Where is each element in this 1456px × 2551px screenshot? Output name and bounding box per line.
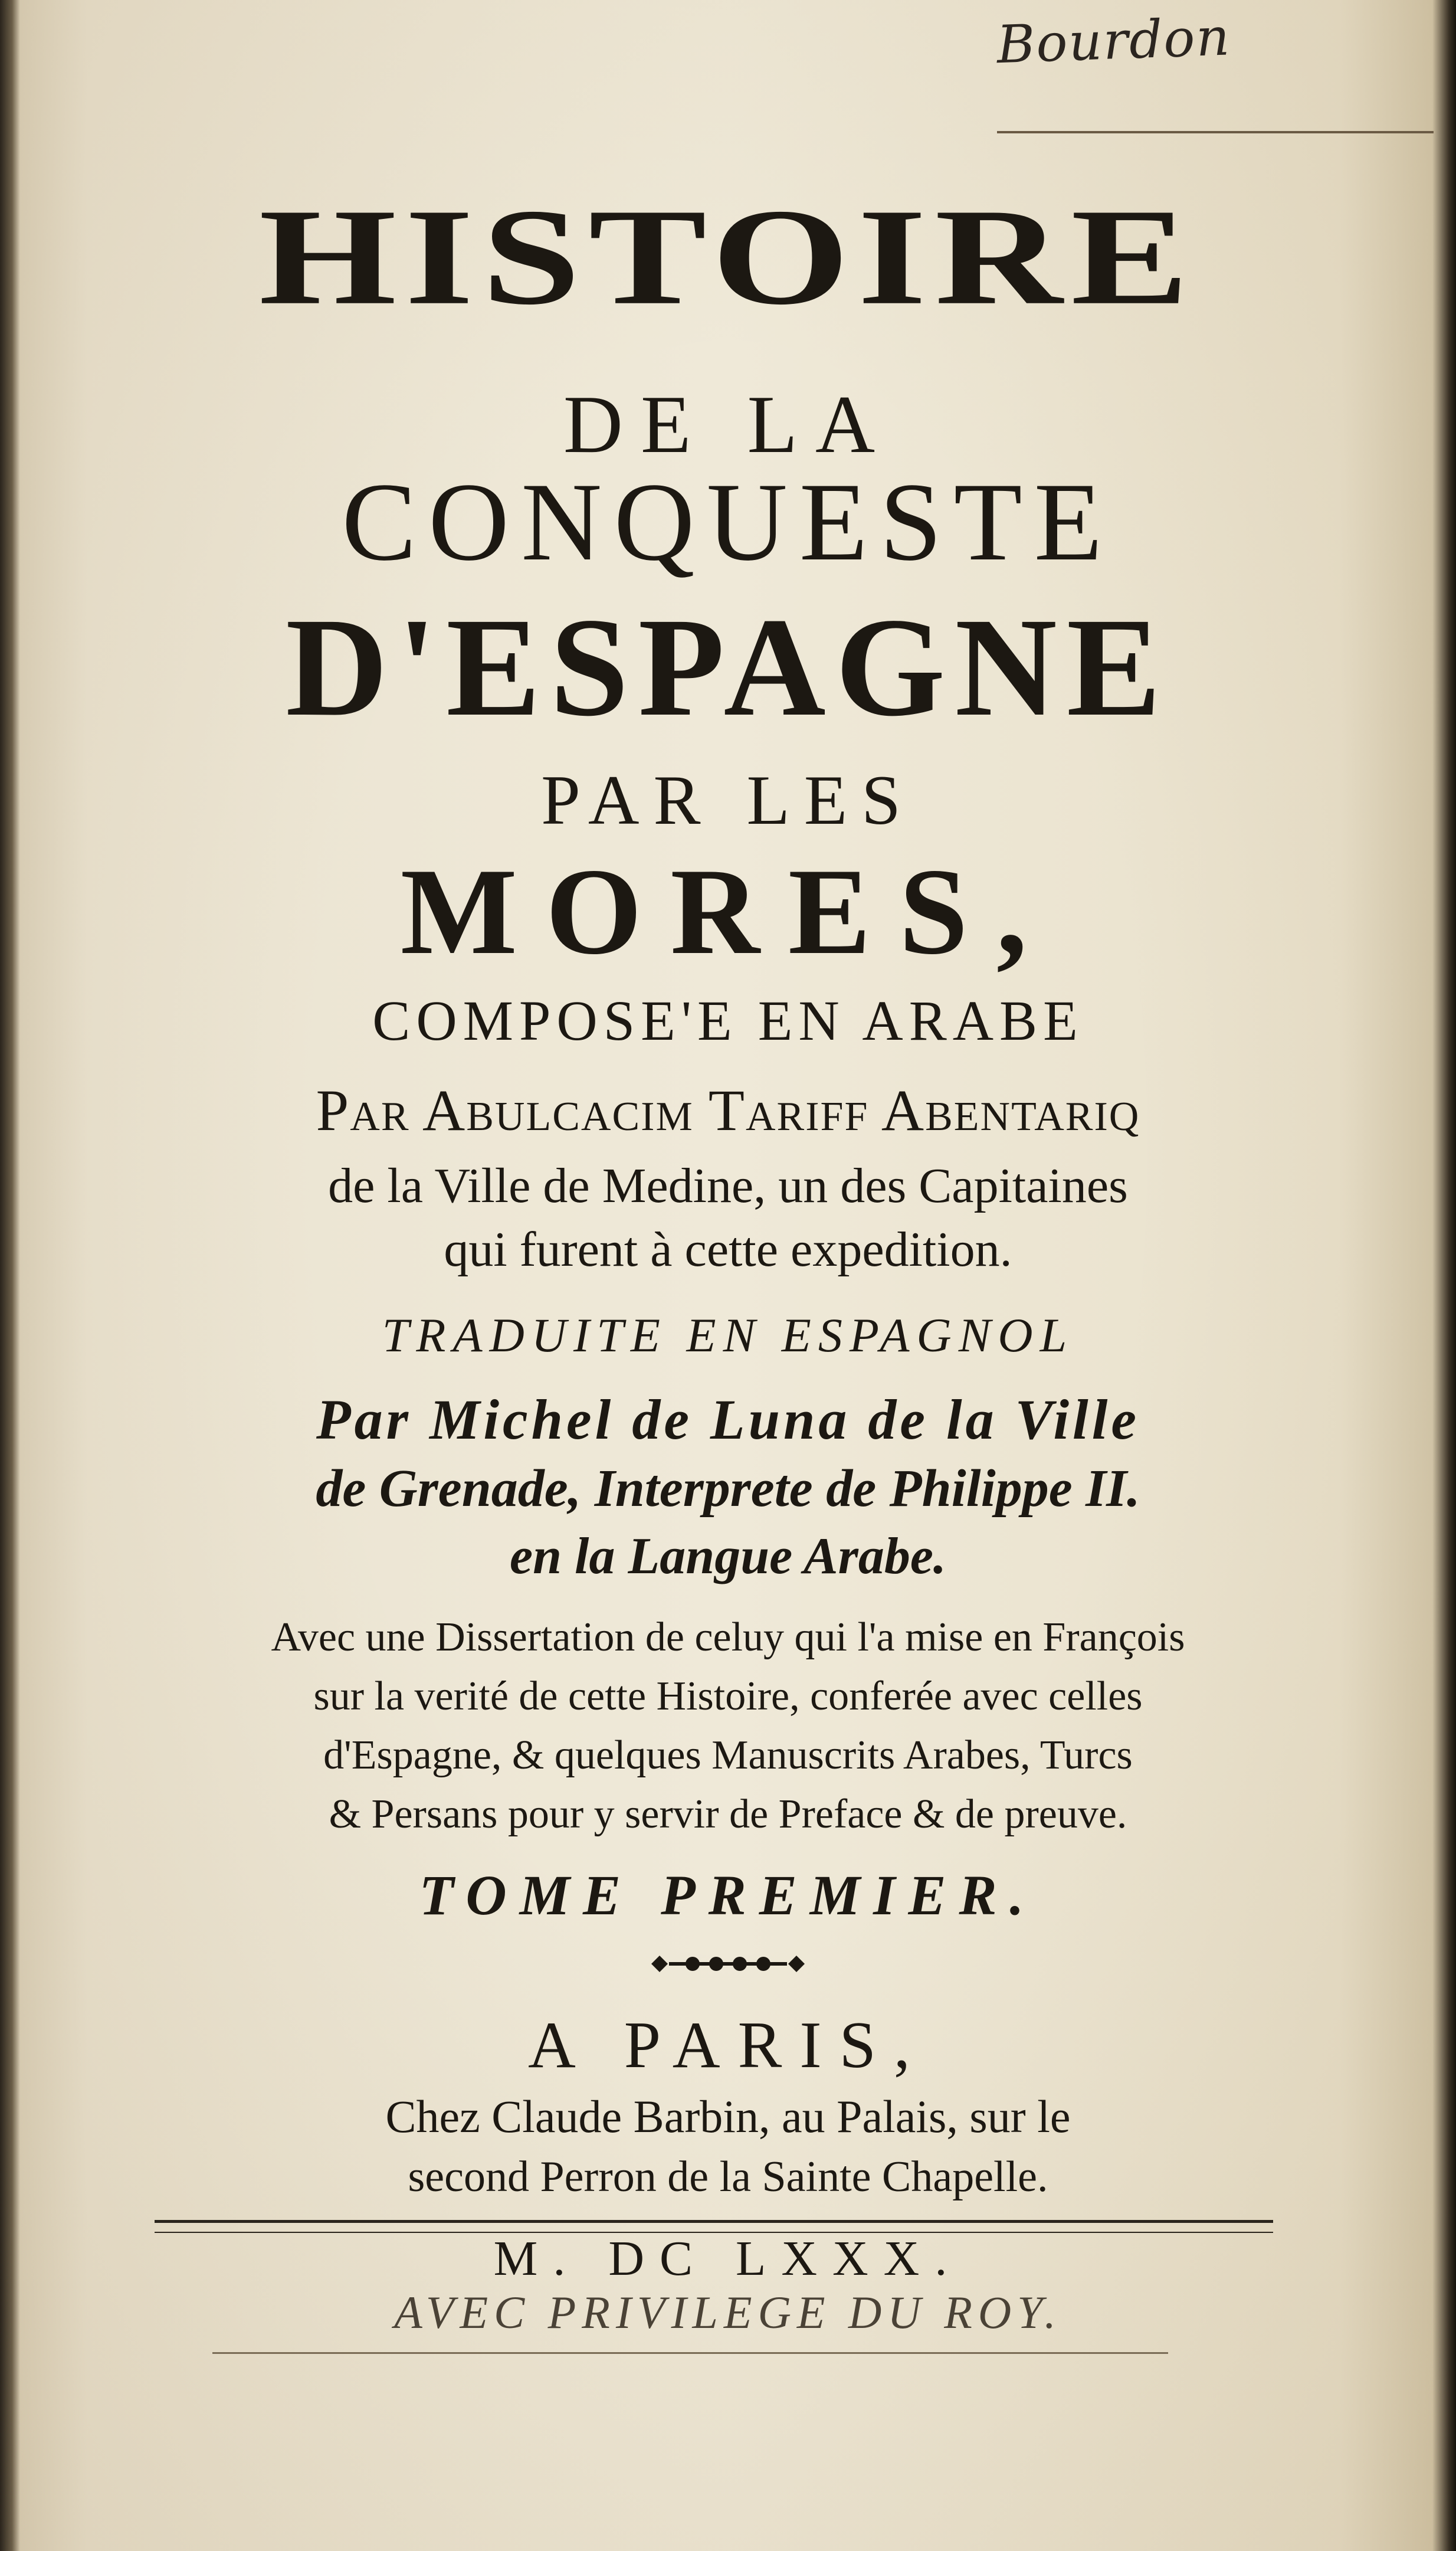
place-of-publication: A PARIS, [528,2009,928,2082]
volume-label: TOME PREMIER. [419,1864,1037,1927]
translator-line-1: Par Michel de Luna de la Ville [316,1388,1140,1451]
translator-line-2: de Grenade, Interprete de Philippe II. [316,1459,1140,1518]
title-conqueste: CONQUESTE [342,460,1114,584]
translator-line-3: en la Langue Arabe. [510,1528,946,1585]
composed-in-arabic: COMPOSE'E EN ARABE [372,989,1084,1052]
rule-upper [155,2220,1273,2223]
title-de-la: DE LA [563,379,893,470]
owner-signature: Bourdon [995,6,1232,76]
title-par-les: PAR LES [541,761,915,839]
fleuron-ornament [640,1945,816,1983]
royal-privilege: AVEC PRIVILEGE DU ROY. [394,2287,1062,2338]
dissertation-line-1: Avec une Dissertation de celuy qui l'a mise en François [271,1615,1185,1660]
dissertation-line-4: & Persans pour y servir de Preface & de preuve. [329,1792,1127,1837]
title-histoire: HISTOIRE [258,180,1198,333]
title-despagne: D'ESPAGNE [286,588,1170,745]
author-line-1: Par Abulcacim Tariff Abentariq [316,1078,1140,1143]
title-mores: MORES, [400,843,1056,980]
dissertation-line-3: d'Espagne, & quelques Manuscrits Arabes, Turcs [323,1733,1133,1778]
publication-year: M. DC LXXX. [493,2231,963,2286]
signature-underline [997,131,1434,133]
author-line-2: de la Ville de Medine, un des Capitaines [328,1158,1128,1213]
dissertation-line-2: sur la verité de cette Histoire, conferée avec celles [313,1674,1143,1719]
author-line-3: qui furent à cette expedition. [444,1222,1012,1277]
translated-into-spanish: TRADUITE EN ESPAGNOL [382,1308,1074,1362]
printer-line-2: second Perron de la Sainte Chapelle. [408,2153,1048,2201]
printer-line-1: Chez Claude Barbin, au Palais, sur le [385,2091,1071,2142]
rule-lower [212,2352,1168,2354]
